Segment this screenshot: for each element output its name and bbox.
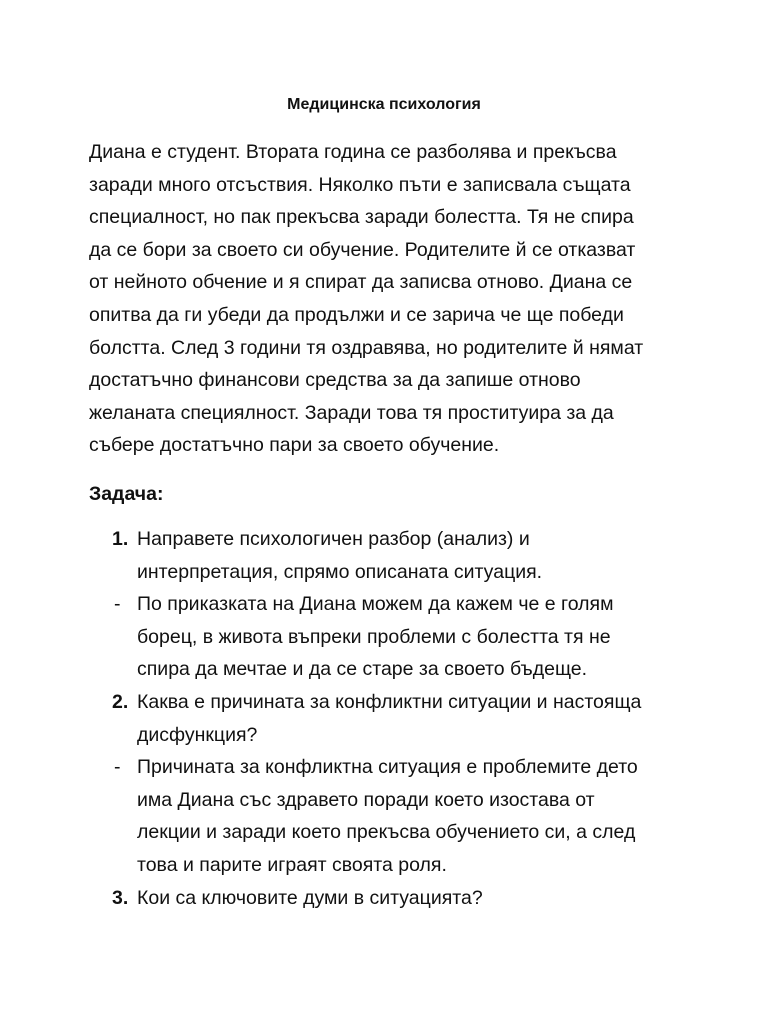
case-paragraph [89, 136, 689, 462]
list-item-line: дисфункция? [137, 723, 258, 746]
list-item-line: борец, в живота въпреки проблеми с болестта тя не [137, 625, 611, 648]
list-item-line: това и парите играят своята роля. [137, 853, 447, 876]
paragraph-line: специалност, но пак прекъсва заради болестта. Тя не спира [89, 206, 634, 229]
list-item-question-2 [0, 686, 768, 751]
list-item-line: Каква е причината за конфликтни ситуации и настояща [137, 690, 642, 713]
list-item-answer-1 [0, 588, 768, 686]
paragraph-line: желаната специялност. Заради това тя проституира за да [89, 401, 614, 424]
list-item-question-3 [0, 882, 768, 915]
document-title: Медицинска психология [287, 96, 481, 113]
paragraph-line: опитва да ги убеди да продължи и се зарича че ще победи [89, 303, 624, 326]
list-item-line: По приказката на Диана можем да кажем че е голям [137, 593, 614, 616]
task-heading: Задача: [89, 483, 164, 505]
paragraph-line: Диана е студент. Втората година се разболява и прекъсва [89, 141, 617, 163]
task-list [0, 523, 768, 914]
list-item-line: Кои са ключовите думи в ситуацията? [137, 886, 483, 909]
paragraph-line: от нейното обчение и я спират да записва отново. Диана се [89, 271, 633, 294]
list-number: 1. [112, 528, 129, 550]
list-item-line: има Диана със здравето поради което изостава от [137, 788, 595, 811]
paragraph-line: събере достатъчно пари за своето обучение. [89, 434, 500, 457]
paragraph-line: заради много отсъствия. Няколко пъти е записвала същата [89, 173, 631, 196]
list-item-line: Направете психологичен разбор (анализ) и [137, 528, 530, 550]
paragraph-line: да се бори за своето си обучение. Родителите й се отказват [89, 238, 636, 261]
list-dash: - [114, 593, 121, 616]
list-item-line: Причината за конфликтна ситуация е проблемите дето [137, 756, 638, 779]
list-number: 2. [112, 690, 129, 713]
list-dash: - [114, 756, 121, 779]
list-item-line: спира да мечтае и да се старе за своето бъдеще. [137, 658, 588, 681]
list-item-line: интерпретация, спрямо описаната ситуация. [137, 560, 543, 583]
paragraph-line: болстта. След 3 години тя оздравява, но родителите й нямат [89, 336, 644, 359]
list-item-line: лекции и заради което прекъсва обучението си, а след [137, 821, 636, 844]
list-item-answer-2 [0, 751, 768, 881]
list-item-question-1 [0, 523, 768, 588]
list-number: 3. [112, 886, 129, 909]
paragraph-line: достатъчно финансови средства за да запише отново [89, 369, 581, 392]
